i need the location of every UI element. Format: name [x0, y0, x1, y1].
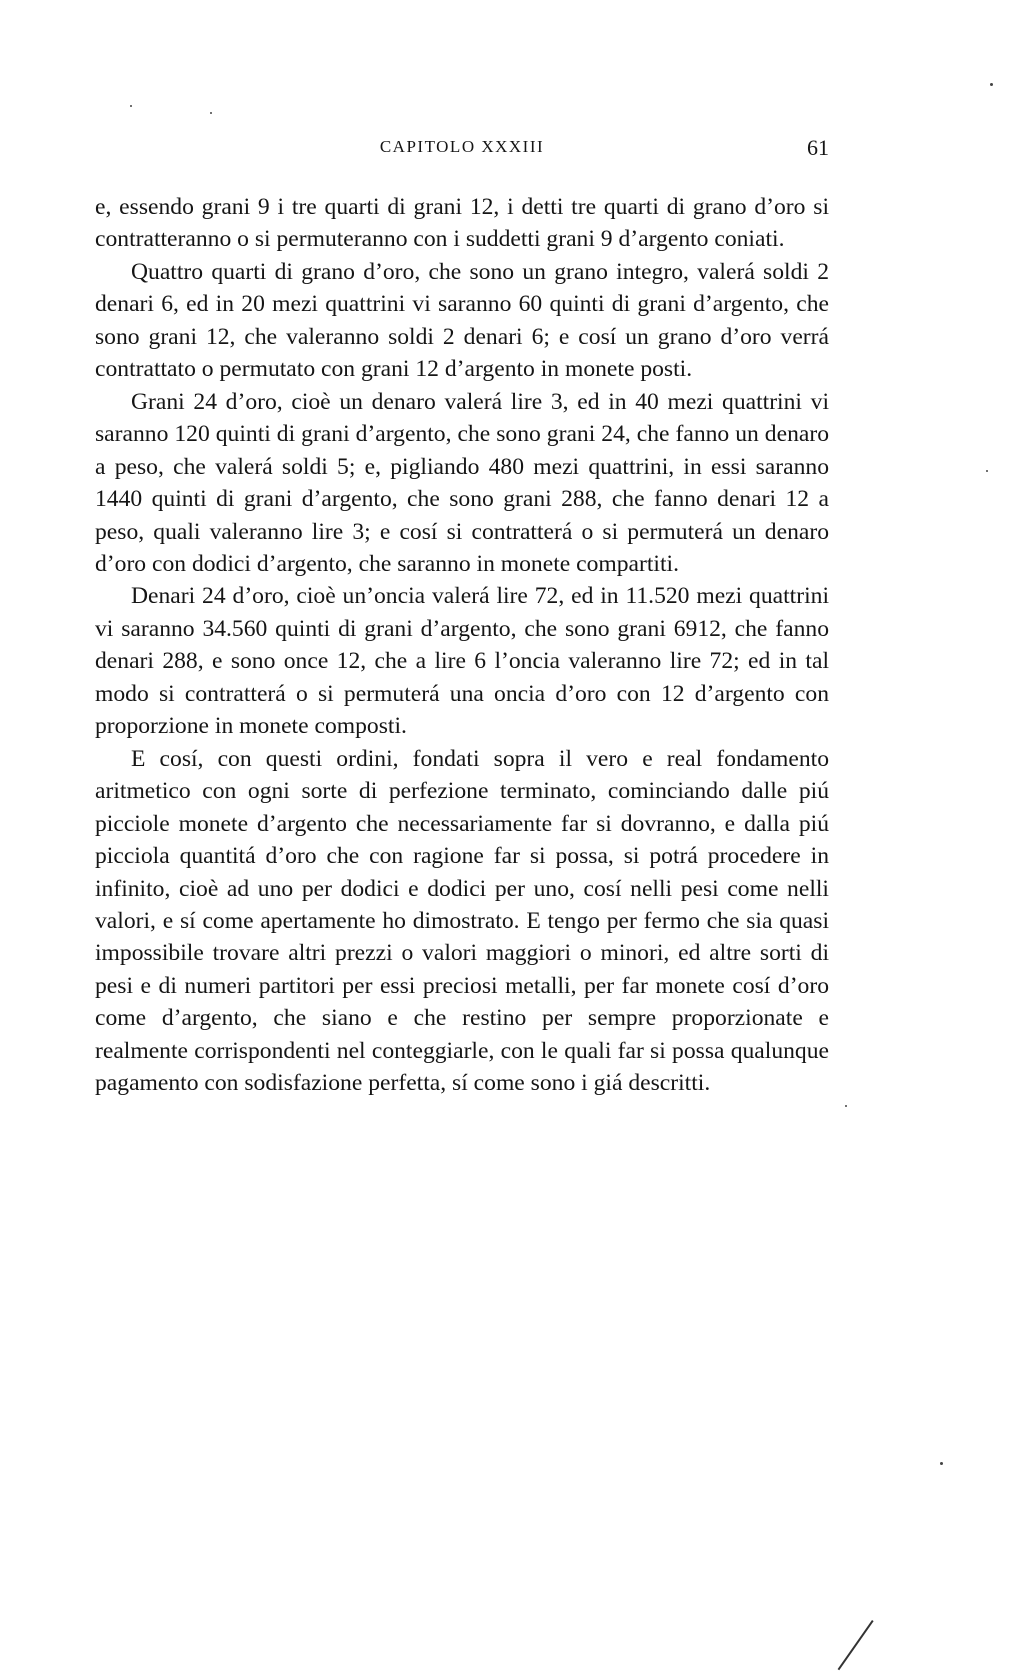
scan-stroke	[838, 1620, 874, 1670]
paragraph-5: E cosí, con questi ordini, fondati sopra il vero e real fondamento aritmetico con ogni sorte di perfezione terminato, cominciando dalle piú picciole monete d’argento che necessariamente far si dovranno, e dalla piú picciola quantitá d’oro che con ragione far si possa, si potrá procedere in infinito, cioè ad uno per dodici e dodici per uno, cosí nelli pesi come nelli valori, e sí come apertamente ho dimostrato. E tengo per fermo che sia quasi impossibile trovare altri prezzi o valori maggiori o minori, ed altre sorti di pesi e di numeri partitori per essi preciosi metalli, per far monete cosí d’oro come d’argento, che siano e che restino per sempre proporzionate e realmente corrispondenti nel conteggiarle, con le quali far si possa qualunque pagamento con sodisfazione perfetta, sí come sono i giá descritti.	[95, 745, 829, 1097]
paragraph-1: e, essendo grani 9 i tre quarti di grani 12, i detti tre quarti di grano d’oro si contratteranno o si permuteranno con i suddetti grani 9 d’argento coniati.	[95, 194, 829, 253]
scan-speck	[845, 1105, 847, 1107]
scan-speck	[130, 105, 132, 107]
body-text	[95, 191, 829, 1100]
page-number: 61	[807, 135, 829, 160]
paragraph-3: Grani 24 d’oro, cioè un denaro valerá lire 3, ed in 40 mezi quattrini vi saranno 120 quinti di grani d’argento, che sono grani 24, che fanno un denaro a peso, che valerá soldi 5; e, pigliando 480 mezi quattrini, in essi saranno 1440 quinti di grani d’argento, che sono grani 288, che fanno denari 12 a peso, quali valeranno lire 3; e cosí si contratterá o si permuterá un denaro d’oro con dodici d’argento, che saranno in monete compartiti.	[95, 388, 829, 577]
scan-speck	[986, 470, 988, 472]
paragraph-4: Denari 24 d’oro, cioè un’oncia valerá lire 72, ed in 11.520 mezi quattrini vi saranno 34.560 quinti di grani d’argento, che sono grani 6912, che fanno denari 288, e sono once 12, che a lire 6 l’oncia valeranno lire 72; ed in tal modo si contratterá o si permuterá una oncia d’oro con 12 d’argento con proporzione in monete composti.	[95, 583, 829, 740]
scan-speck	[990, 83, 993, 86]
scan-speck	[940, 1462, 943, 1465]
scan-speck	[210, 112, 212, 114]
chapter-title: CAPITOLO XXXIII	[379, 137, 545, 156]
paragraph-2: Quattro quarti di grano d’oro, che sono un grano integro, valerá soldi 2 denari 6, ed in 20 mezi quattrini vi saranno 60 quinti di grani d’argento, che sono grani 12, che valeranno soldi 2 denari 6; e cosí un grano d’oro verrá contrattato o permutato con grani 12 d’argento in monete posti.	[95, 258, 829, 383]
running-head	[95, 137, 829, 167]
